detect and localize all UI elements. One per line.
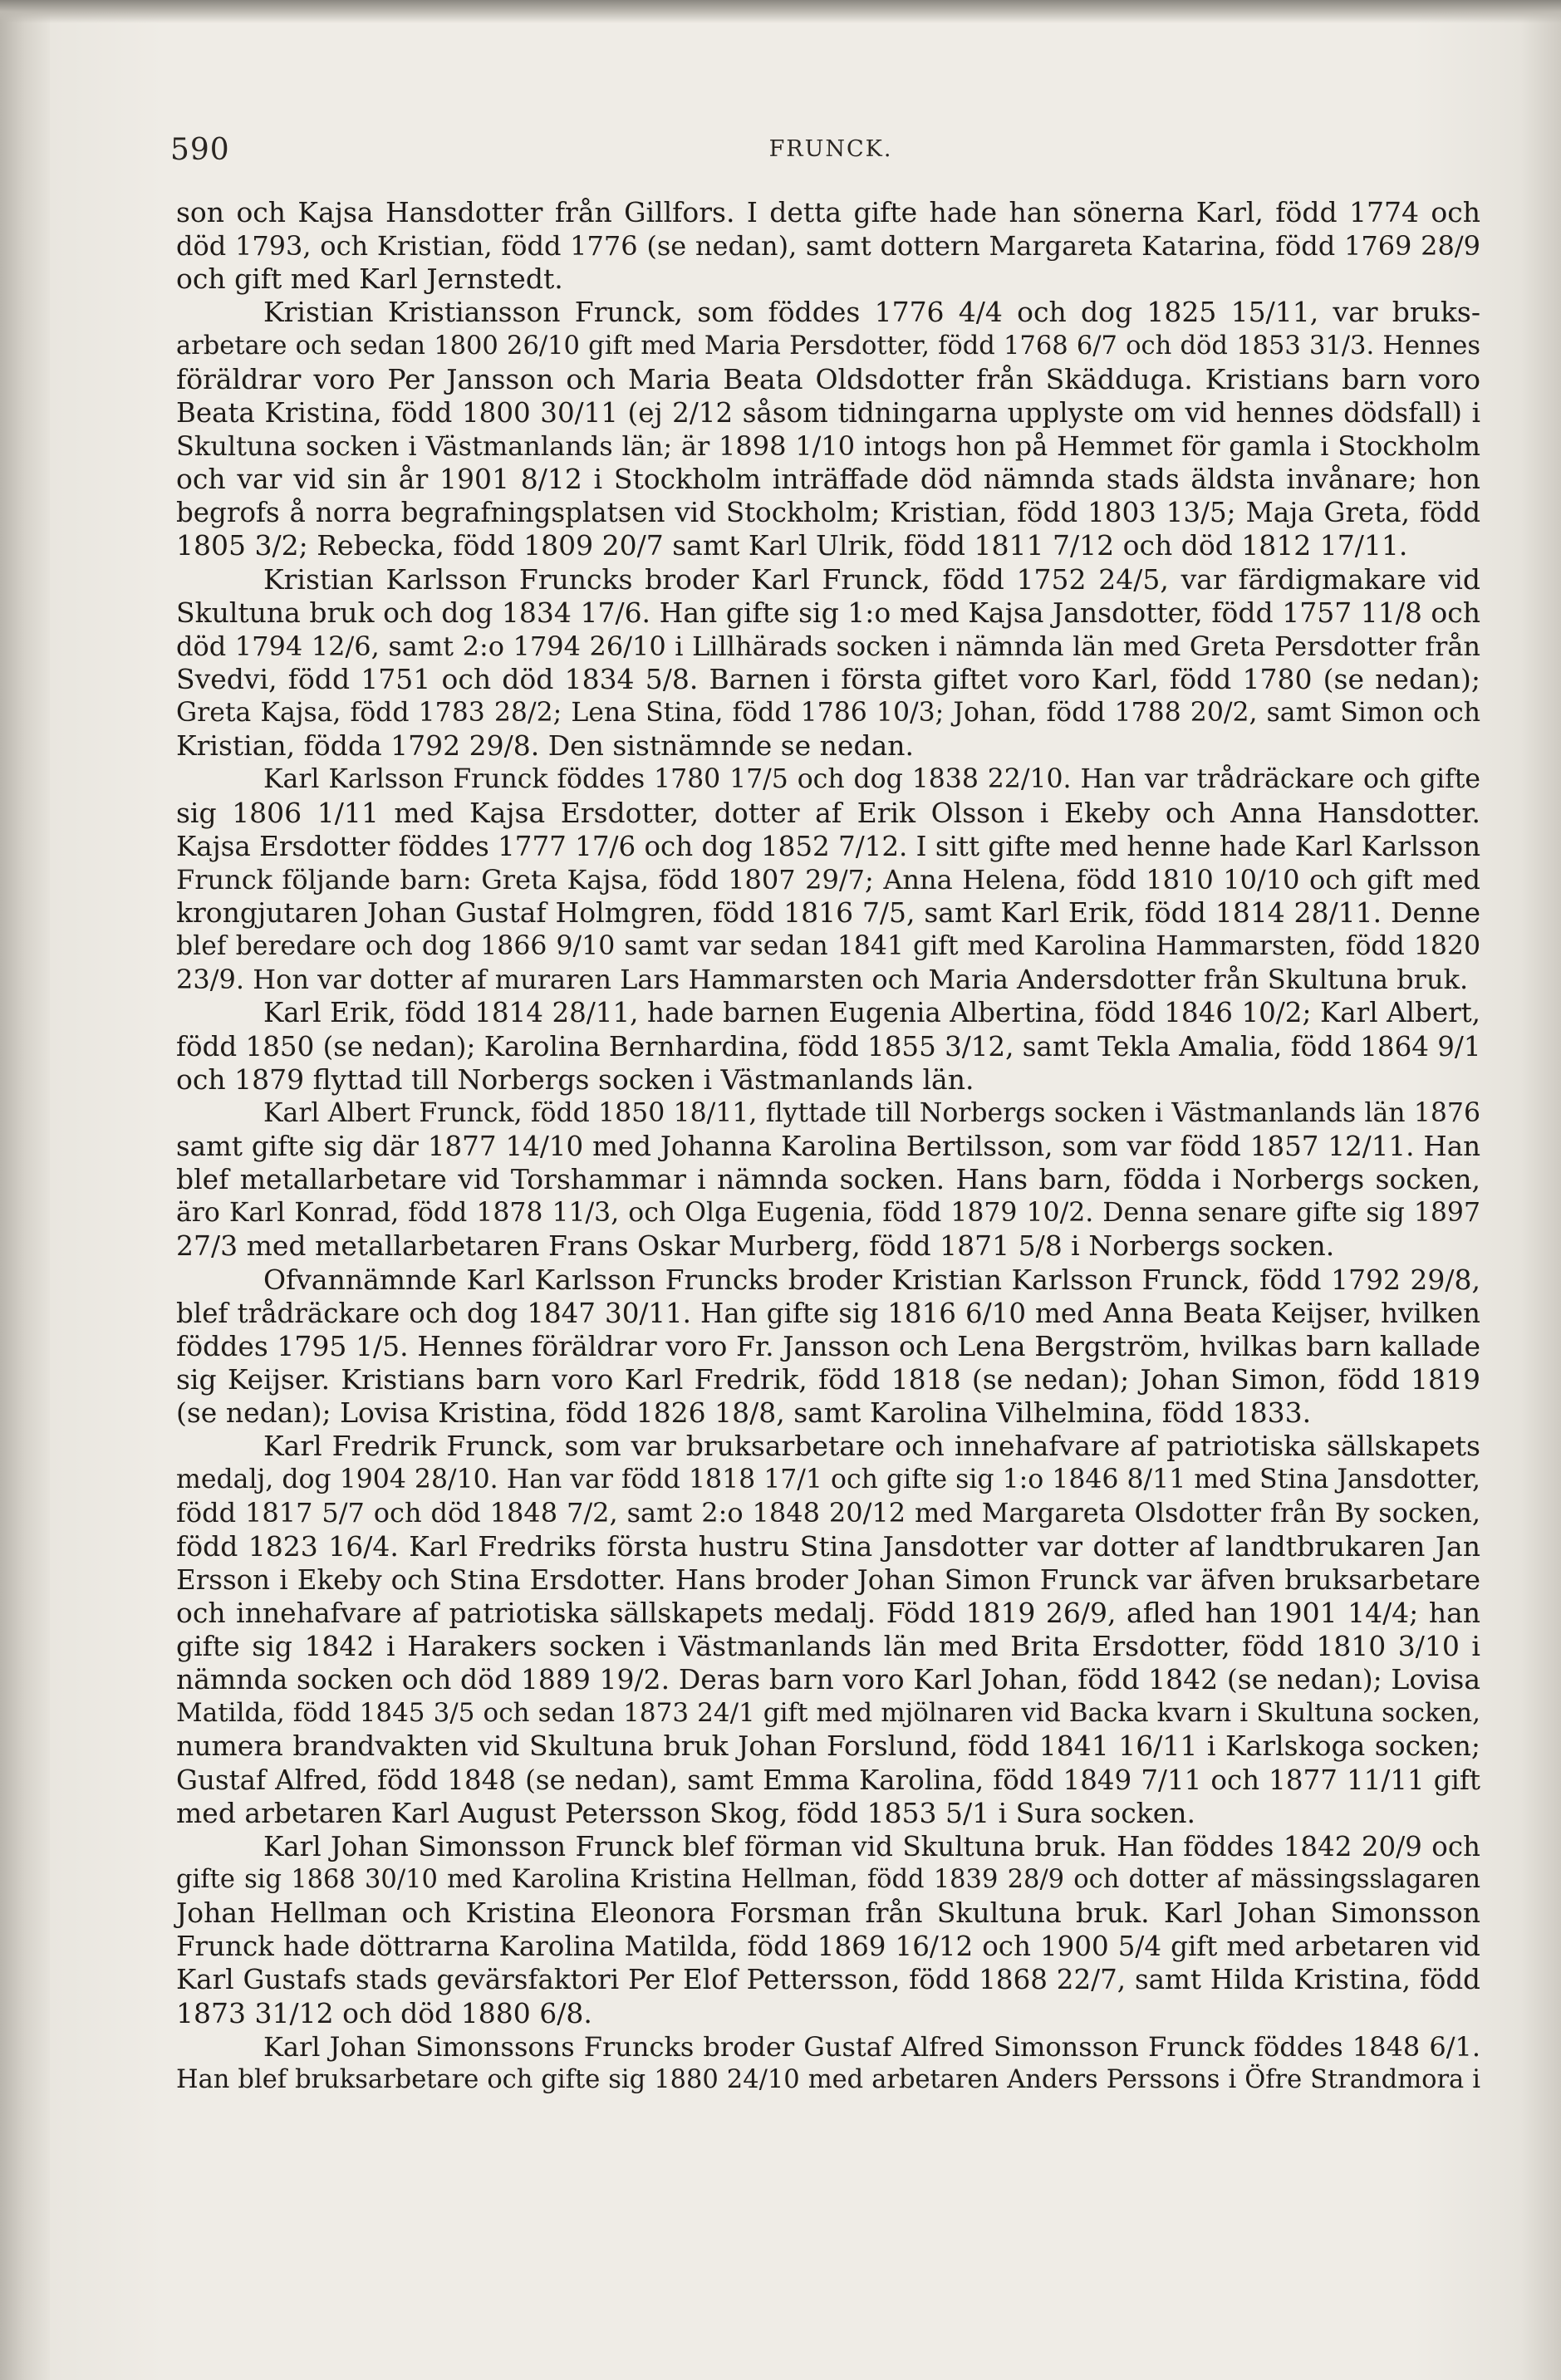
text-line: född 1817 5/7 och död 1848 7/2, samt 2:o 1848 20/12 med Margareta Olsdotter från By socken,: [176, 1497, 1480, 1529]
text-line: Karl Albert Frunck, född 1850 18/11, flyttade till Norbergs socken i Västmanlands län 1876: [263, 1097, 1480, 1128]
text-line: Svedvi, född 1751 och död 1834 5/8. Barnen i första giftet voro Karl, född 1780 (se nedan);: [176, 662, 1480, 695]
text-line: och innehafvare af patriotiska sällskapets medalj. Född 1819 26/9, afled han 1901 14/4; han: [176, 1596, 1480, 1629]
text-line: medalj, dog 1904 28/10. Han var född 1818 17/1 och gifte sig 1:o 1846 8/11 med Stina Jansdotter,: [176, 1465, 1480, 1495]
text-line: Kristian, födda 1792 29/8. Den sistnämnde se nedan.: [176, 729, 915, 763]
text-line: och var vid sin år 1901 8/12 i Stockholm inträffade död nämnda stads äldsta invånare; hon: [176, 463, 1480, 496]
text-line: Karl Johan Simonsson Frunck blef förman vid Skultuna bruk. Han föddes 1842 20/9 och: [263, 1830, 1480, 1862]
text-line: nämnda socken och död 1889 19/2. Deras barn voro Karl Johan, född 1842 (se nedan); Lovisa: [176, 1663, 1480, 1696]
text-line: (se nedan); Lovisa Kristina, född 1826 18/8, samt Karolina Vilhelmina, född 1833.: [176, 1396, 1312, 1430]
text-line: äro Karl Konrad, född 1878 11/3, och Olga Eugenia, född 1879 10/2. Denna senare gifte sig 1897: [176, 1198, 1480, 1229]
text-line: blef beredare och dog 1866 9/10 samt var sedan 1841 gift med Karolina Hammarsten, född 1820: [176, 931, 1480, 962]
text-line: begrofs å norra begrafningsplatsen vid Stockholm; Kristian, född 1803 13/5; Maja Greta, född: [176, 497, 1480, 529]
text-line: född 1850 (se nedan); Karolina Bernhardina, född 1855 3/12, samt Tekla Amalia, född 1864 9/1: [176, 1030, 1481, 1062]
text-line: 27/3 med metallarbetaren Frans Oskar Murberg, född 1871 5/8 i Norbergs socken.: [176, 1229, 1335, 1263]
text-line: 23/9. Hon var dotter af muraren Lars Hammarsten och Maria Andersdotter från Skultuna bruk.: [176, 964, 1469, 996]
text-line: Han blef bruksarbetare och gifte sig 1880 24/10 med arbetaren Anders Perssons i Öfre Strandmora i: [176, 2064, 1480, 2094]
text-line: och 1879 flyttad till Norbergs socken i Västmanlands län.: [176, 1062, 974, 1096]
text-line: Skultuna bruk och dog 1834 17/6. Han gifte sig 1:o med Kajsa Jansdotter, född 1757 11/8 och: [176, 596, 1480, 629]
text-line: Ersson i Ekeby och Stina Ersdotter. Hans broder Johan Simon Frunck var äfven bruksarbetare: [176, 1563, 1480, 1596]
text-line: och gift med Karl Jernstedt.: [176, 263, 563, 296]
text-line: sig 1806 1/11 med Kajsa Ersdotter, dotter af Erik Olsson i Ekeby och Anna Hansdotter.: [176, 796, 1480, 829]
text-line: föddes 1795 1/5. Hennes föräldrar voro Fr. Jansson och Lena Bergström, hvilkas barn kallade: [176, 1329, 1480, 1362]
text-line: Johan Hellman och Kristina Eleonora Forsman från Skultuna bruk. Karl Johan Simonsson: [176, 1897, 1480, 1930]
text-line: numera brandvakten vid Skultuna bruk Johan Forslund, född 1841 16/11 i Karlskoga socken;: [176, 1730, 1480, 1763]
text-line: Frunck hade döttrarna Karolina Matilda, född 1869 16/12 och 1900 5/4 gift med arbetaren vid: [176, 1931, 1480, 1963]
text-line: arbetare och sedan 1800 26/10 gift med Maria Persdotter, född 1768 6/7 och död 1853 31/3. Hennes: [176, 331, 1480, 361]
text-line: föräldrar voro Per Jansson och Maria Beata Oldsdotter från Skädduga. Kristians barn voro: [176, 362, 1480, 395]
running-title: FRUNCK.: [768, 136, 893, 162]
text-line: Greta Kajsa, född 1783 28/2; Lena Stina, född 1786 10/3; Johan, född 1788 20/2, samt Simon och: [176, 698, 1480, 729]
text-line: Karl Erik, född 1814 28/11, hade barnen Eugenia Albertina, född 1846 10/2; Karl Albert,: [263, 997, 1480, 1029]
text-line: 1805 3/2; Rebecka, född 1809 20/7 samt Karl Ulrik, född 1811 7/12 och död 1812 17/11.: [176, 529, 1408, 562]
text-line: Frunck följande barn: Greta Kajsa, född 1807 29/7; Anna Helena, född 1810 10/10 och gift med: [176, 863, 1480, 896]
text-line: Karl Fredrik Frunck, som var bruksarbetare och innehafvare af patriotiska sällskapets: [263, 1430, 1480, 1463]
text-line: Ofvannämnde Karl Karlsson Fruncks broder Kristian Karlsson Frunck, född 1792 29/8,: [263, 1263, 1480, 1296]
text-line: död 1793, och Kristian, född 1776 (se nedan), samt dottern Margareta Katarina, född 1769 28/9: [176, 230, 1480, 263]
book-spine-shadow: [0, 0, 50, 2380]
text-line: född 1823 16/4. Karl Fredriks första hustru Stina Jansdotter var dotter af landtbrukaren Jan: [176, 1529, 1480, 1563]
text-line: son och Kajsa Hansdotter från Gillfors. I detta gifte hade han sönerna Karl, född 1774 och: [176, 196, 1480, 228]
body-text: [176, 196, 1480, 2097]
text-line: Kristian Kristiansson Frunck, som föddes 1776 4/4 och dog 1825 15/11, var bruks-: [263, 296, 1480, 329]
text-line: blef metallarbetare vid Torshammar i nämnda socken. Hans barn, födda i Norbergs socken,: [176, 1163, 1480, 1196]
page-number: 590: [170, 133, 230, 167]
text-line: 1873 31/12 och död 1880 6/8.: [176, 1996, 592, 2029]
text-line: samt gifte sig där 1877 14/10 med Johanna Karolina Bertilsson, som var född 1857 12/11. Han: [176, 1130, 1480, 1162]
text-line: krongjutaren Johan Gustaf Holmgren, född 1816 7/5, samt Karl Erik, född 1814 28/11. Denne: [176, 896, 1480, 929]
text-line: Karl Johan Simonssons Fruncks broder Gustaf Alfred Simonsson Frunck föddes 1848 6/1.: [263, 2030, 1480, 2063]
text-line: Beata Kristina, född 1800 30/11 (ej 2/12 såsom tidningarna upplyste om vid hennes dödsfall) i: [176, 396, 1480, 429]
text-line: Kristian Karlsson Fruncks broder Karl Frunck, född 1752 24/5, var färdigmakare vid: [263, 562, 1480, 596]
text-line: Karl Karlsson Frunck föddes 1780 17/5 och dog 1838 22/10. Han var trådräckare och gifte: [263, 764, 1480, 795]
text-line: Skultuna socken i Västmanlands län; är 1898 1/10 intogs hon på Hemmet för gamla i Stockholm: [176, 429, 1480, 462]
text-line: Matilda, född 1845 3/5 och sedan 1873 24/1 gift med mjölnaren vid Backa kvarn i Skultuna socken,: [176, 1698, 1480, 1729]
text-line: gifte sig 1842 i Harakers socken i Västmanlands län med Brita Ersdotter, född 1810 3/10 i: [176, 1630, 1480, 1663]
text-line: blef trådräckare och dog 1847 30/11. Han gifte sig 1816 6/10 med Anna Beata Keijser, hvilken: [176, 1297, 1480, 1329]
text-line: Kajsa Ersdotter föddes 1777 17/6 och dog 1852 7/12. I sitt gifte med henne hade Karl Karlsson: [176, 830, 1481, 862]
text-line: Karl Gustafs stads gevärsfaktori Per Elof Pettersson, född 1868 22/7, samt Hilda Kristina, född: [176, 1964, 1480, 1996]
page-header: [170, 133, 1491, 183]
text-line: Gustaf Alfred, född 1848 (se nedan), samt Emma Karolina, född 1849 7/11 och 1877 11/11 gift: [176, 1764, 1480, 1796]
scan-top-edge: [0, 0, 1561, 23]
text-line: död 1794 12/6, samt 2:o 1794 26/10 i Lillhärads socken i nämnda län med Greta Persdotter från: [176, 630, 1480, 662]
text-line: gifte sig 1868 30/10 med Karolina Kristina Hellman, född 1839 28/9 och dotter af mässingsslagaren: [176, 1865, 1480, 1895]
text-line: med arbetaren Karl August Petersson Skog, född 1853 5/1 i Sura socken.: [176, 1796, 1195, 1829]
text-line: sig Keijser. Kristians barn voro Karl Fredrik, född 1818 (se nedan); Johan Simon, född 1819: [176, 1362, 1480, 1396]
